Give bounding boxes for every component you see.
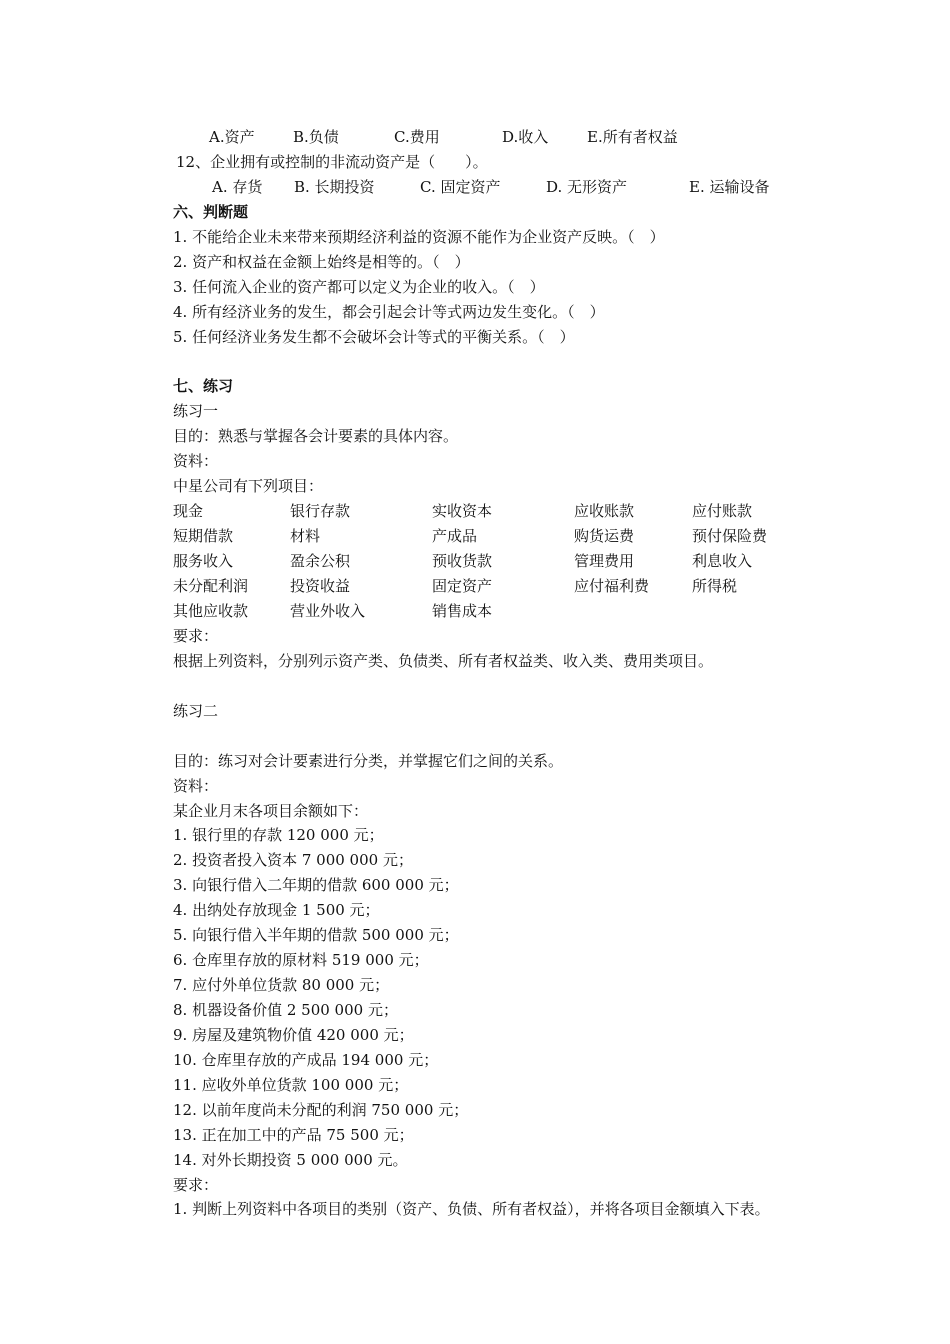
grid-cell: 销售成本 (432, 602, 493, 620)
q11-option-e: E.所有者权益 (587, 128, 678, 146)
ex2-purpose: 目的：练习对会计要素进行分类，并掌握它们之间的关系。 (173, 752, 564, 770)
q12-option-d: D. 无形资产 (546, 178, 628, 196)
grid-cell: 材料 (290, 527, 321, 545)
grid-row (173, 601, 873, 621)
grid-cell: 营业外收入 (290, 602, 366, 620)
ex2-item: 11. 应收外单位货款 100 000 元； (173, 1076, 409, 1094)
grid-cell: 应收账款 (574, 502, 635, 520)
ex2-item: 12. 以前年度尚未分配的利润 750 000 元； (173, 1101, 469, 1119)
ex1-req-label: 要求： (173, 627, 219, 645)
ex2-item: 8. 机器设备价值 2 500 000 元； (173, 1001, 398, 1019)
ex2-item: 13. 正在加工中的产品 75 500 元； (173, 1126, 414, 1144)
grid-cell: 预收货款 (432, 552, 493, 570)
ex2-material-label: 资料： (173, 777, 219, 795)
ex1-purpose: 目的：熟悉与掌握各会计要素的具体内容。 (173, 427, 459, 445)
grid-cell: 管理费用 (574, 552, 635, 570)
ex1-material-label: 资料： (173, 452, 219, 470)
grid-cell: 预付保险费 (692, 527, 768, 545)
grid-cell: 固定资产 (432, 577, 493, 595)
grid-cell: 利息收入 (692, 552, 753, 570)
ex2-item: 2. 投资者投入资本 7 000 000 元； (173, 851, 413, 869)
ex2-item: 4. 出纳处存放现金 1 500 元； (173, 901, 380, 919)
q12-option-a: A. 存货 (212, 178, 263, 196)
grid-cell: 所得税 (692, 577, 738, 595)
q11-option-b: B.负债 (293, 128, 339, 146)
grid-cell: 服务收入 (173, 552, 234, 570)
ex2-item: 1. 银行里的存款 120 000 元； (173, 826, 384, 844)
ex1-intro: 中星公司有下列项目： (173, 477, 324, 495)
section6-title: 六、判断题 (173, 203, 249, 221)
grid-cell: 购货运费 (574, 527, 635, 545)
q12-option-e: E. 运输设备 (689, 178, 770, 196)
grid-cell: 应付福利费 (574, 577, 650, 595)
ex2-item: 7. 应付外单位货款 80 000 元； (173, 976, 390, 994)
ex2-intro: 某企业月末各项目余额如下： (173, 802, 369, 820)
ex2-title: 练习二 (173, 702, 219, 720)
grid-row (173, 526, 873, 546)
q11-option-a: A.资产 (209, 128, 255, 146)
grid-cell: 银行存款 (290, 502, 351, 520)
judge-item: 1. 不能给企业未来带来预期经济利益的资源不能作为企业资产反映。（ ） (173, 228, 665, 246)
q11-option-c: C.费用 (394, 128, 440, 146)
judge-item: 2. 资产和权益在金额上始终是相等的。（ ） (173, 253, 470, 271)
grid-cell: 短期借款 (173, 527, 234, 545)
ex2-item: 3. 向银行借入二年期的借款 600 000 元； (173, 876, 459, 894)
grid-cell: 未分配利润 (173, 577, 249, 595)
grid-row (173, 501, 873, 521)
grid-cell: 其他应收款 (173, 602, 249, 620)
grid-cell: 投资收益 (290, 577, 351, 595)
ex2-item: 5. 向银行借入半年期的借款 500 000 元； (173, 926, 459, 944)
judge-item: 3. 任何流入企业的资产都可以定义为企业的收入。（ ） (173, 278, 545, 296)
judge-item: 5. 任何经济业务发生都不会破坏会计等式的平衡关系。（ ） (173, 328, 575, 346)
q12-option-c: C. 固定资产 (420, 178, 501, 196)
ex1-title: 练习一 (173, 402, 219, 420)
q11-option-d: D.收入 (502, 128, 549, 146)
grid-cell: 实收资本 (432, 502, 493, 520)
grid-cell: 盈余公积 (290, 552, 351, 570)
grid-cell: 现金 (173, 502, 204, 520)
q12-option-b: B. 长期投资 (294, 178, 375, 196)
ex2-req: 1. 判断上列资料中各项目的类别（资产、负债、所有者权益），并将各项目金额填入下表。 (173, 1200, 770, 1218)
grid-row (173, 576, 873, 596)
ex1-req: 根据上列资料，分别列示资产类、负债类、所有者权益类、收入类、费用类项目。 (173, 652, 714, 670)
grid-cell: 应付账款 (692, 502, 753, 520)
ex2-item: 9. 房屋及建筑物价值 420 000 元； (173, 1026, 414, 1044)
judge-item: 4. 所有经济业务的发生，都会引起会计等式两边发生变化。（ ） (173, 303, 605, 321)
section7-title: 七、练习 (173, 377, 234, 395)
grid-row (173, 551, 873, 571)
ex2-item: 6. 仓库里存放的原材料 519 000 元； (173, 951, 429, 969)
ex2-item: 14. 对外长期投资 5 000 000 元。 (173, 1151, 408, 1169)
grid-cell: 产成品 (432, 527, 478, 545)
ex2-req-label: 要求： (173, 1176, 219, 1194)
ex2-item: 10. 仓库里存放的产成品 194 000 元； (173, 1051, 439, 1069)
q12-stem: 12、企业拥有或控制的非流动资产是（ ）。 (176, 153, 488, 171)
